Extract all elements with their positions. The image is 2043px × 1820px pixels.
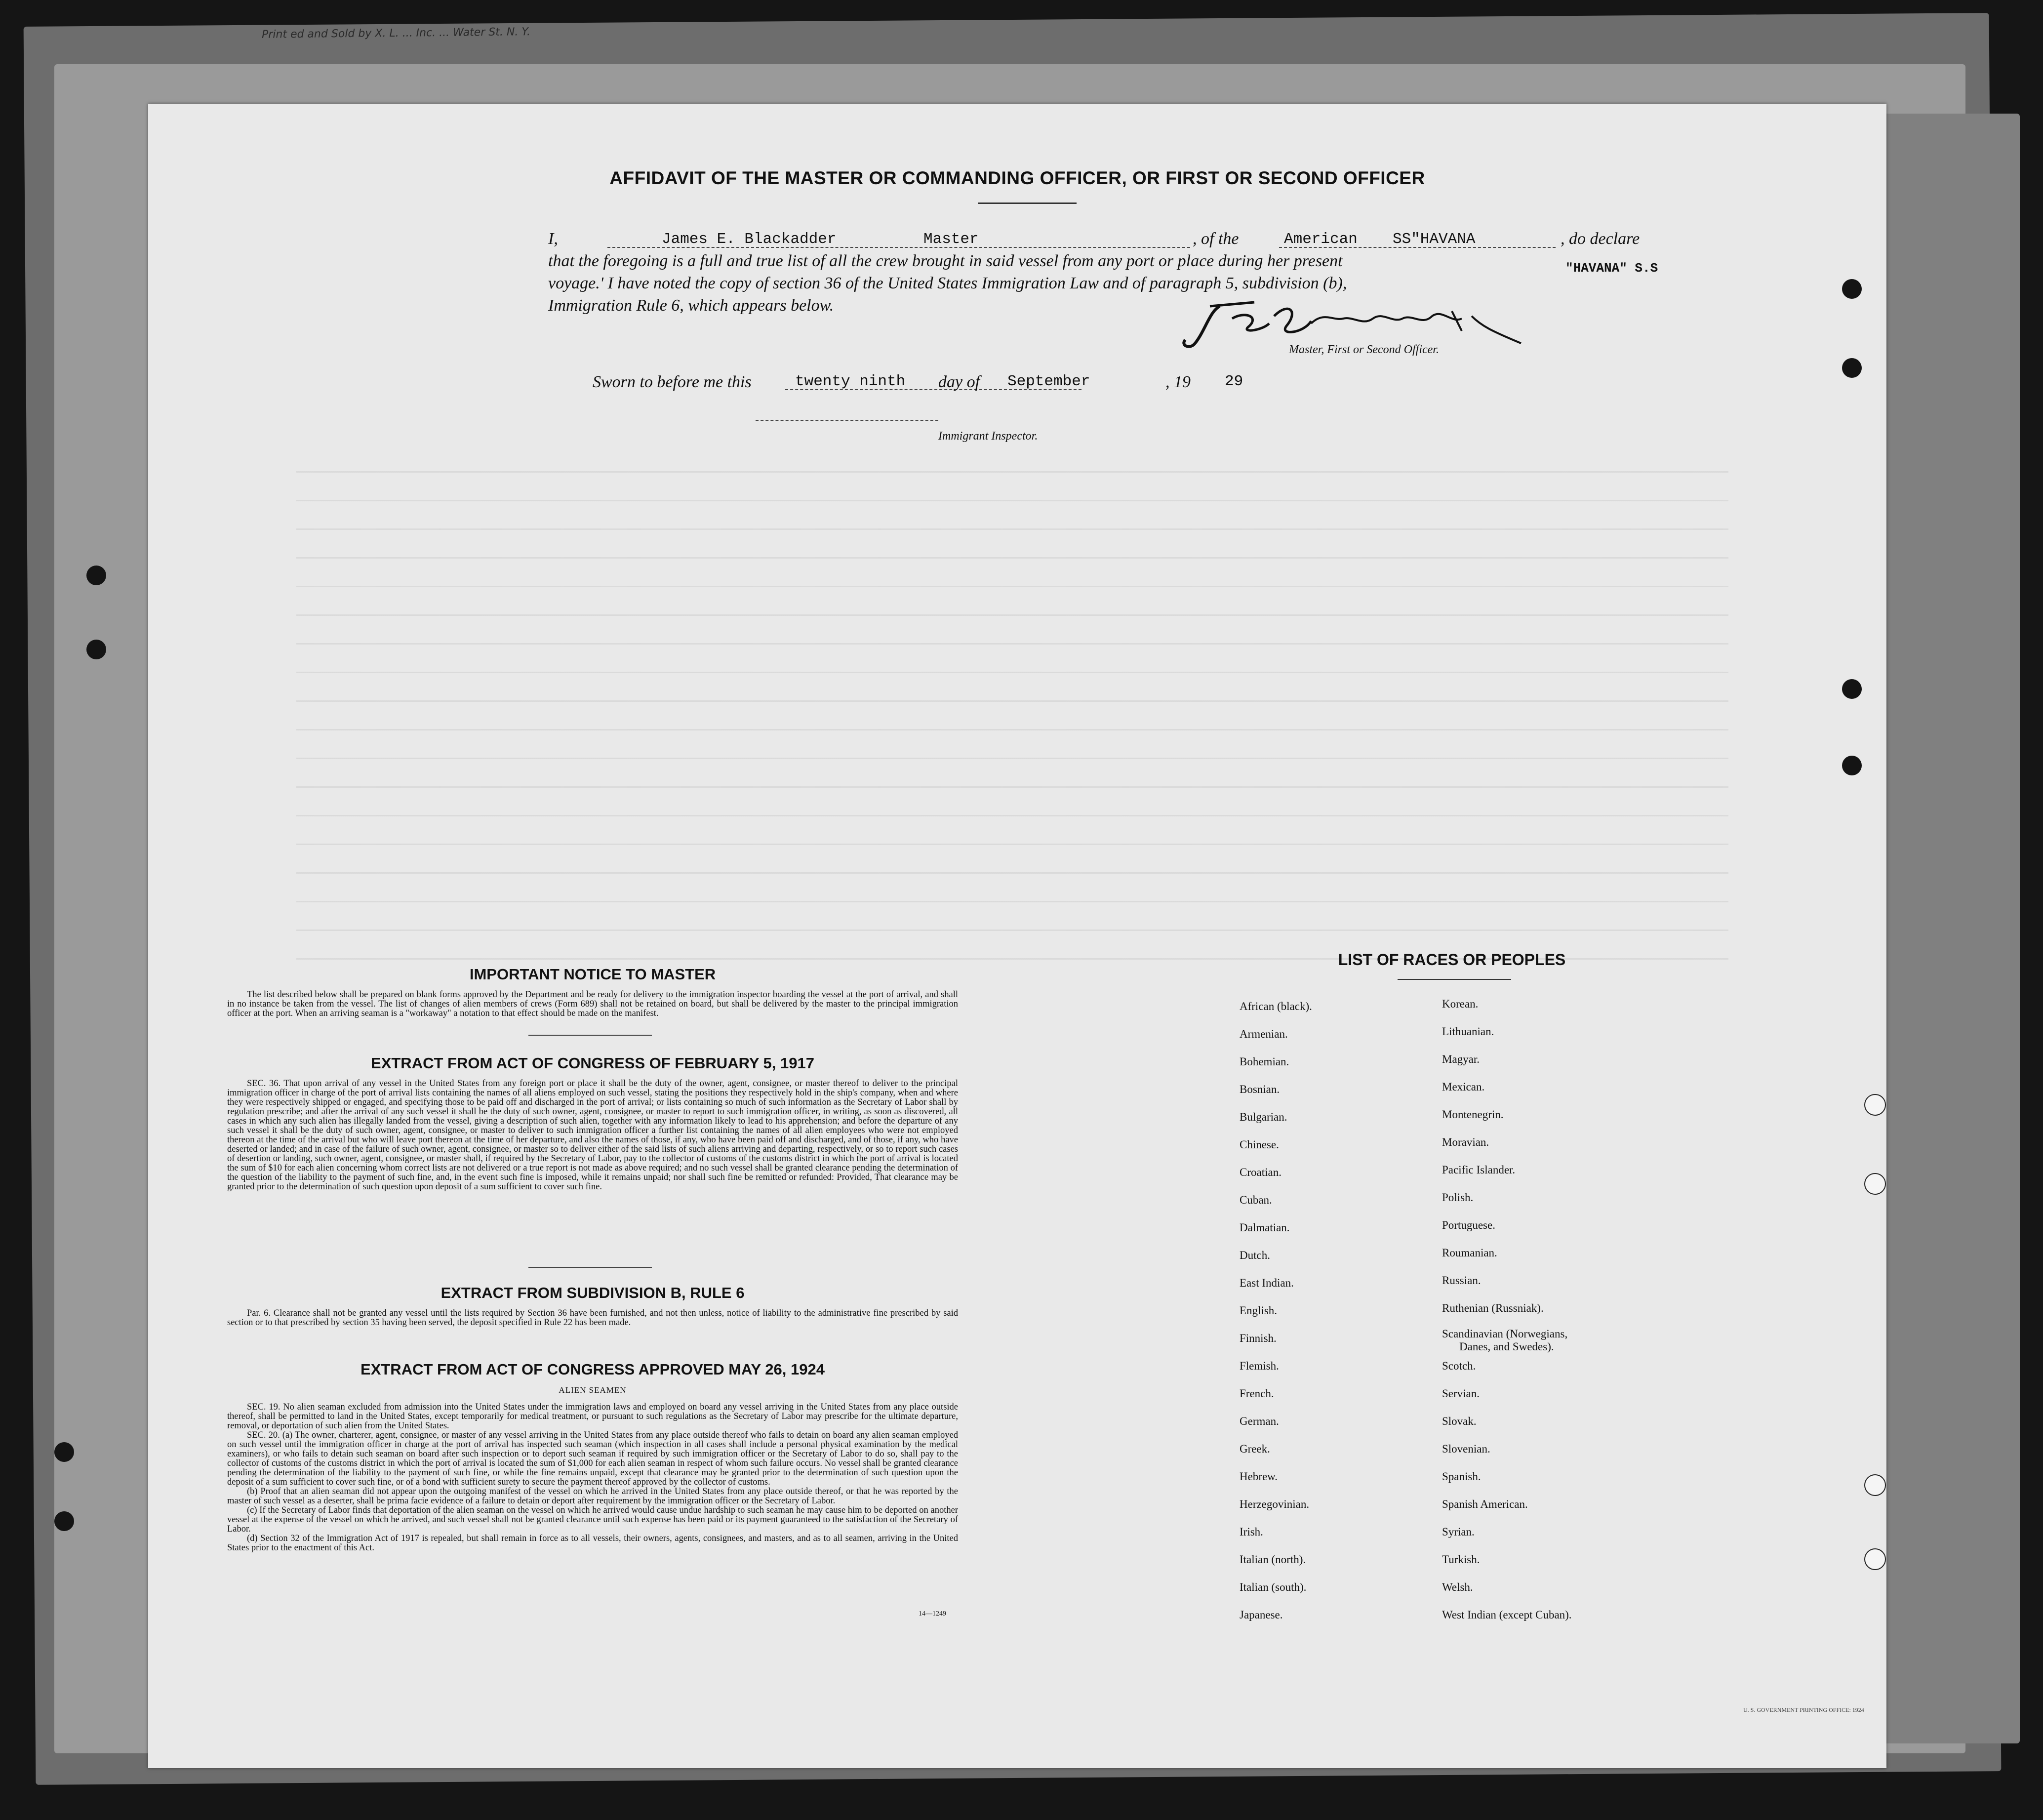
race-item: Irish. bbox=[1240, 1526, 1263, 1538]
do-declare-label: , do declare bbox=[1561, 230, 1640, 248]
binder-hole bbox=[54, 1511, 74, 1531]
race-item: Slovak. bbox=[1442, 1415, 1477, 1427]
race-item: Pacific Islander. bbox=[1442, 1164, 1516, 1176]
race-item: Herzegovinian. bbox=[1240, 1498, 1310, 1510]
margin-note: "HAVANA" S.S bbox=[1565, 261, 1658, 276]
race-item: Cuban. bbox=[1240, 1194, 1272, 1206]
extract-1917-text: SEC. 36. That upon arrival of any vessel in the United States from any foreign port or place it shall be the duty of the owner, agent, consignee, or master thereof to deliver to the principal immigration officer in charge of the port of arrival lists containing the names of all aliens employed on such vessel, stating the positions they respectively hold in the ship's company, when and where they were respectively shipped or engaged, and specifying those to be paid off and discharged in the port of arrival; or lists containing so much of such information as the Secretary of Labor shall by regulation prescribe; and after the arrival of any such vessel it shall be the duty of such owner, agent, consignee, or master to report to such immigration officer, in writing, as soon as discovered, all cases in which any such alien has illegally landed from the vessel, giving a description of such alien, together with any information likely to lead to his apprehension; and before the departure of any such vessel it shall be the duty of such owner, agent, consignee, or master to deliver to such immigration officer a further list containing the names of all alien employees who were not employed thereon at the time of the arrival but who will leave port thereon at the time of her departure, and also the names of those, if any, who have been paid off and discharged, and of those, if any, who have deserted or landed; and in case of the failure of such owner, agent, consignee, or master so to deliver either of the said lists of such aliens arriving and departing, respectively, or so to report such cases of desertion or landing, such owner, agent, consignee, or master shall, if required by the Secretary of Labor, pay to the collector of customs of the customs district in which the port of arrival is located the sum of $10 for each alien concerning whom correct lists are not delivered or a true report is not made as above required; and no such vessel shall be granted clearance pending the determination of the question of the liability to the payment of such fine, and, in the event such fine is imposed, while it remains unpaid; nor shall such fine be remitted or refunded: Provided, That clearance may be granted prior to the determination of such question upon deposit of a sum sufficient to cover such fine. bbox=[227, 1079, 958, 1192]
race-item: Magyar. bbox=[1442, 1053, 1480, 1065]
race-item: Bohemian. bbox=[1240, 1055, 1289, 1068]
race-item: Bosnian. bbox=[1240, 1083, 1280, 1095]
race-item: Spanish American. bbox=[1442, 1498, 1528, 1510]
race-item: African (black). bbox=[1240, 1000, 1312, 1012]
race-item: Slovenian. bbox=[1442, 1443, 1490, 1455]
printer-strip-text: Print ed and Sold by X. L. ... Inc. ... Water St. N. Y. bbox=[261, 26, 531, 41]
inspector-signature-line bbox=[756, 420, 938, 421]
binder-hole bbox=[1842, 279, 1862, 299]
race-item: Ruthenian (Russniak). bbox=[1442, 1302, 1544, 1314]
race-item: Welsh. bbox=[1442, 1581, 1473, 1593]
year-prefix-label: , 19 bbox=[1165, 373, 1191, 391]
race-item: Finnish. bbox=[1240, 1332, 1277, 1344]
race-item: Servian. bbox=[1442, 1387, 1480, 1400]
race-item: Polish. bbox=[1442, 1191, 1474, 1204]
race-item: French. bbox=[1240, 1387, 1274, 1400]
vessel-nationality: American bbox=[1284, 231, 1358, 248]
extract-1924-text: SEC. 19. No alien seaman excluded from admission into the United States under the immigration laws and employed on board any vessel arriving in the United States from any place outside thereof, shall be permitted to land in the United States, except temporarily for medical treatment, or pursuant to such regulations as the Secretary of Labor may prescribe for the ultimate departure, removal, or deportation of such alien from the United States. SEC. 20. (a) The owner, charterer, agent, consignee, or master of any vessel arriving in the United States from any place outside thereof who fails to detain on board any alien seaman employed on such vessel until the immigration officer in charge at the port of arrival has inspected such seaman (which inspection in all cases shall include a personal physical examination by the medical examiners), or who fails to detain such seaman on board after such inspection or to deport such seaman if required by such immigration officer or the Secretary of Labor to do so, shall pay to the collector of customs of the customs district in which the port of arrival is located the sum of $1,000 for each alien seaman in respect of whom such failure occurs. No vessel shall be granted clearance pending the determination of the liability to the payment of such fine, or while the fine remains unpaid, except that clearance may be granted prior to the determination of such question upon the deposit of a sum sufficient to cover such fine, or of a bond with sufficient surety to secure the payment thereof approved by the collector of customs. (b) Proof that an alien seaman did not appear upon the outgoing manifest of the vessel on which he arrived in the United States from any place outside thereof, or that he was reported by the master of such vessel as a deserter, shall be prima facie evidence of a failure to detain or deport after requirement by the immigration officer or the Secretary of Labor. (c) If the Secretary of Labor finds that deportation of the alien seaman on the vessel on which he arrived would cause undue hardship to such seaman he may cause him to be deported on another vessel at the expense of the vessel on which he arrived, and such vessel shall not be granted clearance until such expense has been paid or its payment guaranteed to the satisfaction of the Secretary of Labor. (d) Section 32 of the Immigration Act of 1917 is repealed, but shall remain in force as to all vessels, their owners, agents, consignees, and masters, and as to all seamen, arriving in the United States prior to the enactment of this Act. bbox=[227, 1402, 958, 1553]
binder-hole bbox=[1864, 1173, 1886, 1195]
race-item: Montenegrin. bbox=[1442, 1108, 1504, 1121]
extract-1924-subtitle: ALIEN SEAMEN bbox=[559, 1385, 627, 1395]
races-title-rule bbox=[1398, 979, 1511, 980]
race-item: Flemish. bbox=[1240, 1360, 1279, 1372]
race-item: Japanese. bbox=[1240, 1609, 1283, 1621]
title-rule bbox=[978, 202, 1077, 204]
race-item: Italian (north). bbox=[1240, 1553, 1306, 1566]
race-item: Bulgarian. bbox=[1240, 1111, 1287, 1123]
form-number: 14—1249 bbox=[919, 1610, 946, 1618]
binder-hole bbox=[1842, 756, 1862, 775]
signature-caption: Master, First or Second Officer. bbox=[1289, 343, 1439, 356]
race-item: Roumanian. bbox=[1442, 1247, 1497, 1259]
extract-rule6-title: EXTRACT FROM SUBDIVISION B, RULE 6 bbox=[441, 1284, 745, 1301]
sworn-year: 29 bbox=[1225, 373, 1243, 390]
day-of-label: day of bbox=[938, 373, 980, 391]
binder-hole bbox=[86, 640, 106, 659]
binder-hole bbox=[1842, 358, 1862, 378]
affidavit-text-line: Immigration Rule 6, which appears below. bbox=[548, 296, 834, 315]
race-item: Hebrew. bbox=[1240, 1470, 1278, 1483]
race-item: Dalmatian. bbox=[1240, 1221, 1290, 1234]
binder-hole bbox=[86, 566, 106, 585]
i-label: I, bbox=[548, 230, 558, 248]
race-item: Dutch. bbox=[1240, 1249, 1270, 1261]
race-item: Syrian. bbox=[1442, 1526, 1475, 1538]
of-the-label: , of the bbox=[1193, 230, 1239, 248]
race-item: Turkish. bbox=[1442, 1553, 1480, 1566]
affidavit-text-line: that the foregoing is a full and true list of all the crew brought in said vessel from any port or place during her present bbox=[548, 252, 1343, 270]
race-item-continued: Danes, and Swedes). bbox=[1459, 1340, 1554, 1353]
race-item: Portuguese. bbox=[1442, 1219, 1495, 1231]
race-item: Lithuanian. bbox=[1442, 1025, 1494, 1038]
race-item: Spanish. bbox=[1442, 1470, 1481, 1483]
race-item: Korean. bbox=[1442, 998, 1479, 1010]
affidavit-text-line: voyage.' I have noted the copy of section 36 of the United States Immigration Law and of paragraph 5, subdivision (b), bbox=[548, 274, 1347, 292]
race-item: German. bbox=[1240, 1415, 1279, 1427]
race-item: Russian. bbox=[1442, 1274, 1481, 1287]
race-item: East Indian. bbox=[1240, 1277, 1294, 1289]
inspector-caption: Immigrant Inspector. bbox=[938, 430, 1038, 443]
race-item: West Indian (except Cuban). bbox=[1442, 1609, 1572, 1621]
race-item: Scandinavian (Norwegians, bbox=[1442, 1328, 1568, 1340]
section-rule bbox=[528, 1267, 652, 1268]
back-sheet-right bbox=[1872, 114, 2020, 1743]
master-name: James E. Blackadder bbox=[662, 231, 837, 248]
race-item: English. bbox=[1240, 1304, 1278, 1317]
race-item: Mexican. bbox=[1442, 1081, 1485, 1093]
binder-hole bbox=[54, 1442, 74, 1462]
sworn-label: Sworn to before me this bbox=[593, 373, 752, 391]
race-item: Greek. bbox=[1240, 1443, 1270, 1455]
race-item: Armenian. bbox=[1240, 1028, 1288, 1040]
races-title: LIST OF RACES OR PEOPLES bbox=[1338, 951, 1566, 969]
race-item: Scotch. bbox=[1442, 1360, 1476, 1372]
race-item: Italian (south). bbox=[1240, 1581, 1307, 1593]
sworn-month: September bbox=[1007, 373, 1090, 390]
notice-title: IMPORTANT NOTICE TO MASTER bbox=[469, 966, 716, 983]
sworn-day: twenty ninth bbox=[795, 373, 906, 390]
master-rank: Master bbox=[923, 231, 979, 248]
binder-hole bbox=[1864, 1474, 1886, 1496]
extract-1924-title: EXTRACT FROM ACT OF CONGRESS APPROVED MAY 26, 1924 bbox=[361, 1361, 825, 1378]
affidavit-title: AFFIDAVIT OF THE MASTER OR COMMANDING OFFICER, OR FIRST OR SECOND OFFICER bbox=[609, 168, 1425, 188]
binder-hole bbox=[1864, 1094, 1886, 1116]
document-page bbox=[148, 104, 1886, 1768]
binder-hole bbox=[1842, 679, 1862, 699]
notice-text: The list described below shall be prepared on blank forms approved by the Department and be ready for delivery to the immigration inspector boarding the vessel at the port of arrival, and shall in no instance be taken from the vessel. The list of changes of alien members of crews (Form 689) shall not be retained on board, but shall be delivered by the master to the principal immigration officer at the port. When an arriving seaman is a "workaway" a notation to that effect should be made on the manifest. bbox=[227, 990, 958, 1018]
vessel-name: SS"HAVANA bbox=[1393, 231, 1476, 248]
binder-hole bbox=[1864, 1548, 1886, 1570]
printer-mark: U. S. GOVERNMENT PRINTING OFFICE: 1924 bbox=[1743, 1706, 1864, 1713]
race-item: Moravian. bbox=[1442, 1136, 1489, 1148]
section-rule bbox=[528, 1035, 652, 1036]
bleed-through-texture bbox=[296, 449, 1728, 968]
race-item: Chinese. bbox=[1240, 1138, 1279, 1151]
extract-rule6-text: Par. 6. Clearance shall not be granted any vessel until the lists required by Section 36 have been furnished, and not then unless, notice of liability to the administrative fine prescribed by said section or to that prescribed by section 35 having been served, the deposit specified in Rule 22 has been made. bbox=[227, 1308, 958, 1328]
race-item: Croatian. bbox=[1240, 1166, 1282, 1178]
extract-1917-title: EXTRACT FROM ACT OF CONGRESS OF FEBRUARY 5, 1917 bbox=[371, 1054, 814, 1072]
affidavit-declaration-line bbox=[548, 230, 558, 248]
